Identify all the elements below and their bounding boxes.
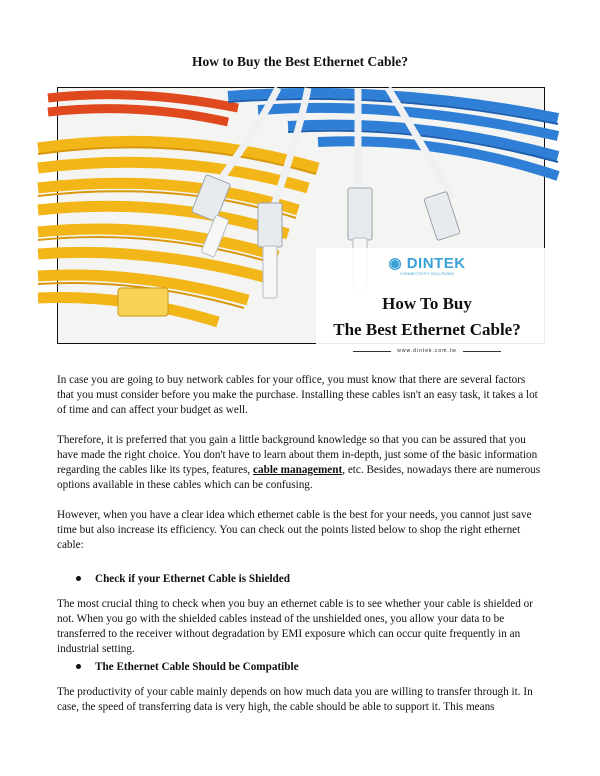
hero-text-overlay: [322, 254, 532, 354]
hero-headline-line2: The Best Ethernet Cable?: [333, 320, 521, 339]
paragraph-efficiency: However, when you have a clear idea which ethernet cable is the best for your needs, you cannot just save time but also increase its efficiency. You can check out the points listed below to shop the right ethernet cable:: [57, 509, 532, 551]
brand-logo: ◉ DINTEK: [388, 255, 466, 272]
hero-url-row: [322, 348, 532, 354]
hero-image: [57, 87, 545, 354]
paragraph-background: Therefore, it is preferred that you gain a little background knowledge so that you can be assured that you have made the right choice. You don't have to learn about them in-depth, just some of the basic information regarding the cables like its types, features, cable management, etc. Besides, nowadays there are numerous options available in these cables which can be confusing.: [57, 434, 541, 491]
hero-headline-line1: How To Buy: [382, 294, 472, 313]
bullet-compatible: The Ethernet Cable Should be Compatible: [76, 661, 299, 673]
divider: [463, 351, 501, 352]
brand-tagline: CONNECTIVITY SOLUTIONS: [400, 271, 454, 276]
brand-globe-icon: ◉: [388, 255, 403, 272]
paragraph-intro: In case you are going to buy network cables for your office, you must know that there are several factors that you must consider before you make the purchase. Installing these cables isn't an easy task, it takes a lot of time and can affect your budget as well.: [57, 374, 538, 416]
bullet-icon: [76, 576, 81, 581]
bullet-icon: [76, 664, 81, 669]
page-title: How to Buy the Best Ethernet Cable?: [192, 54, 408, 69]
cable-management-link[interactable]: cable management: [253, 464, 343, 476]
hero-url: www.dintek.com.tw: [397, 348, 457, 354]
bullet-shielded: Check if your Ethernet Cable is Shielded: [76, 573, 290, 585]
paragraph-compatible: The productivity of your cable mainly depends on how much data you are willing to transfer through it. In case, the speed of transferring data is very high, the cable should be able to support it. This means: [57, 686, 533, 713]
paragraph-shielded: The most crucial thing to check when you buy an ethernet cable is to see whether your cable is shielded or not. When you go with the shielded cables instead of the unshielded ones, you allow your data to be transferred to the receiver without degradation by EMI exposure which can occur quite frequently in an industrial setting.: [57, 598, 533, 655]
divider: [353, 351, 391, 352]
